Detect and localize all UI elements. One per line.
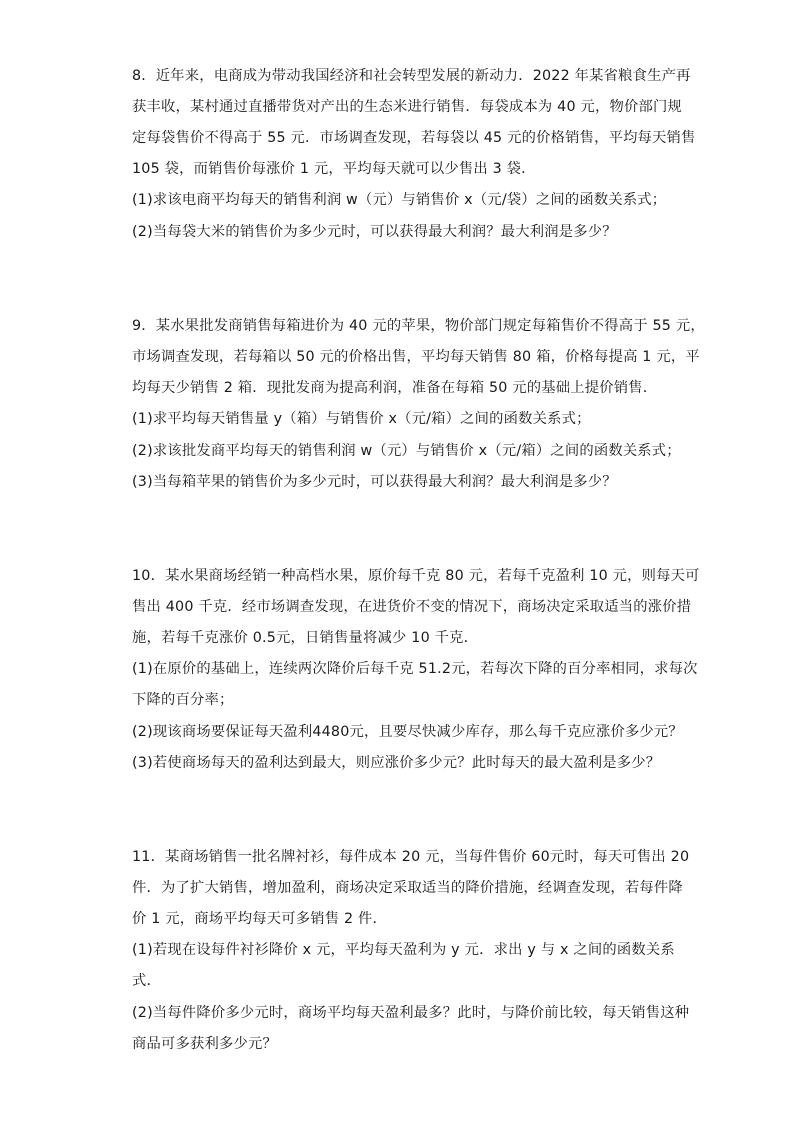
problem-11-question-1: (1)若现在设每件衬衫降价 x 元，平均每天盈利为 y 元．求出 y 与 x 之间的函数关系	[132, 942, 675, 958]
problem-10-line: 10．某水果商场经销一种高档水果，原价每千克 80 元，若每千克盈利 10 元，则每天可	[132, 568, 700, 584]
problem-9-question-3: (3)当每箱苹果的销售价为多少元时，可以获得最大利润？最大利润是多少？	[132, 474, 617, 490]
problem-9-line: 市场调查发现，若每箱以 50 元的价格出售，平均每天销售 80 箱，价格每提高 1 元，平	[132, 349, 700, 365]
problem-9-line: 均每天少销售 2 箱．现批发商为提高利润，准备在每箱 50 元的基础上提价销售．	[132, 380, 658, 396]
problem-11-line: 价 1 元，商场平均每天可多销售 2 件．	[132, 911, 388, 927]
problem-10-line: 售出 400 千克．经市场调查发现，在进货价不变的情况下，商场决定采取适当的涨价措	[132, 599, 692, 615]
problem-8-question-1: (1)求该电商平均每天的销售利润 w（元）与销售价 x（元/袋）之间的函数关系式；	[132, 192, 667, 208]
problem-9-line: 9．某水果批发商销售每箱进价为 40 元的苹果，物价部门规定每箱售价不得高于 55 元，	[132, 318, 705, 334]
problem-9-question-2: (2)求该批发商平均每天的销售利润 w（元）与销售价 x（元/箱）之间的函数关系式；	[132, 443, 681, 459]
problem-10-question-1: (1)在原价的基础上，连续两次降价后每千克 51.2元，若每次下降的百分率相同，求每次	[132, 661, 698, 677]
problem-10-question-2: (2)现该商场要保证每天盈利4480元，且要尽快减少库存，那么每千克应涨价多少元？	[132, 724, 683, 740]
problem-10-question-1-cont: 下降的百分率；	[132, 692, 234, 708]
problem-9-question-1: (1)求平均每天销售量 y（箱）与销售价 x（元/箱）之间的函数关系式；	[132, 411, 591, 427]
problem-11-question-2: (2)当每件降价多少元时，商场平均每天盈利最多？此时，与降价前比较，每天销售这种	[132, 1005, 690, 1021]
problem-8-question-2: (2)当每袋大米的销售价为多少元时，可以获得最大利润？最大利润是多少？	[132, 224, 617, 240]
problem-10-question-3: (3)若使商场每天的盈利达到最大，则应涨价多少元？此时每天的最大盈利是多少？	[132, 755, 661, 771]
problem-11-question-2-cont: 商品可多获利多少元？	[132, 1036, 277, 1052]
problem-11-line: 11．某商场销售一批名牌衬衫，每件成本 20 元，当每件售价 60元时，每天可售出 20	[132, 849, 690, 865]
problem-8-line: 105 袋，而销售价每涨价 1 元，平均每天就可以少售出 3 袋．	[132, 161, 536, 177]
problem-8-line: 定每袋售价不得高于 55 元．市场调查发现，若每袋以 45 元的价格销售，平均每天销售	[132, 130, 696, 146]
problem-11-question-1-cont: 式．	[132, 973, 161, 989]
problem-11-line: 件．为了扩大销售，增加盈利，商场决定采取适当的降价措施，经调查发现，若每件降	[132, 880, 683, 896]
problem-8-line: 8．近年来，电商成为带动我国经济和社会转型发展的新动力．2022 年某省粮食生产再	[132, 68, 691, 84]
problem-10-line: 施，若每千克涨价 0.5元，日销售量将减少 10 千克．	[132, 630, 479, 646]
problem-8-line: 获丰收，某村通过直播带货对产出的生态米进行销售．每袋成本为 40 元，物价部门规	[132, 99, 682, 115]
